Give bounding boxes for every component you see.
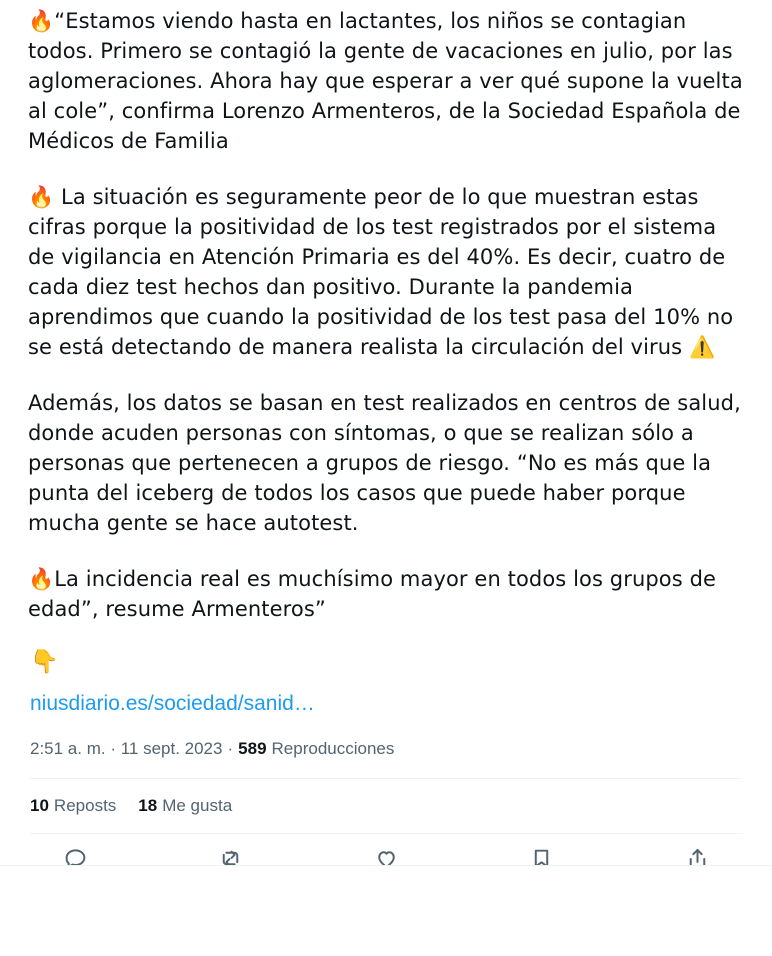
tweet-paragraph: 🔥“Estamos viendo hasta en lactantes, los niños se contagian todos. Primero se contagió la gente de vacaciones en julio, por las aglomeraciones. Ahora hay que esperar a ver qué supone la vuelta al cole”, confirma Lorenzo Armenteros, de la Sociedad Española de Médicos de Familia [28, 9, 750, 153]
meta-separator: · [227, 739, 234, 758]
pointing-down-icon: 👇 [30, 648, 59, 675]
reposts-stat[interactable] [30, 795, 116, 817]
tweet-paragraph: 🔥La incidencia real es muchísimo mayor en todos los grupos de edad”, resume Armenteros” [28, 567, 723, 621]
engagement-stats [28, 779, 744, 833]
likes-count: 18 [138, 796, 158, 815]
views-count: 589 [238, 739, 267, 758]
views-label: Reproducciones [271, 739, 395, 758]
article-link[interactable]: niusdiario.es/sociedad/sanid… [30, 692, 315, 715]
bottom-divider [0, 865, 772, 882]
tweet-paragraph: 🔥 La situación es seguramente peor de lo que muestran estas cifras porque la positividad de los test registrados por el sistema de vigilancia en Atención Primaria es del 40%. Es decir, cuatro de cada diez test hechos dan positivo. Durante la pandemia aprendimos que cuando la positividad de los test pasa del 10% no se está detectando de manera realista la circulación del virus ⚠️ [28, 185, 741, 359]
tweet-paragraph: Además, los datos se basan en test realizados en centros de salud, donde acuden personas con síntomas, o que se realizan sólo a personas que pertenecen a grupos de riesgo. “No es más que la punta del iceberg de todos los casos que puede haber porque mucha gente se hace autotest. [28, 391, 748, 535]
tweet-meta [28, 728, 744, 778]
timestamp: 2:51 a. m. · 11 sept. 2023 [30, 739, 223, 758]
pointer-emoji-row [28, 640, 744, 684]
reposts-label: Reposts [53, 796, 117, 815]
tweet-text [28, 0, 750, 624]
likes-stat[interactable] [138, 795, 232, 817]
likes-label: Me gusta [162, 796, 233, 815]
reposts-count: 10 [30, 796, 49, 815]
external-link-row [28, 684, 744, 728]
